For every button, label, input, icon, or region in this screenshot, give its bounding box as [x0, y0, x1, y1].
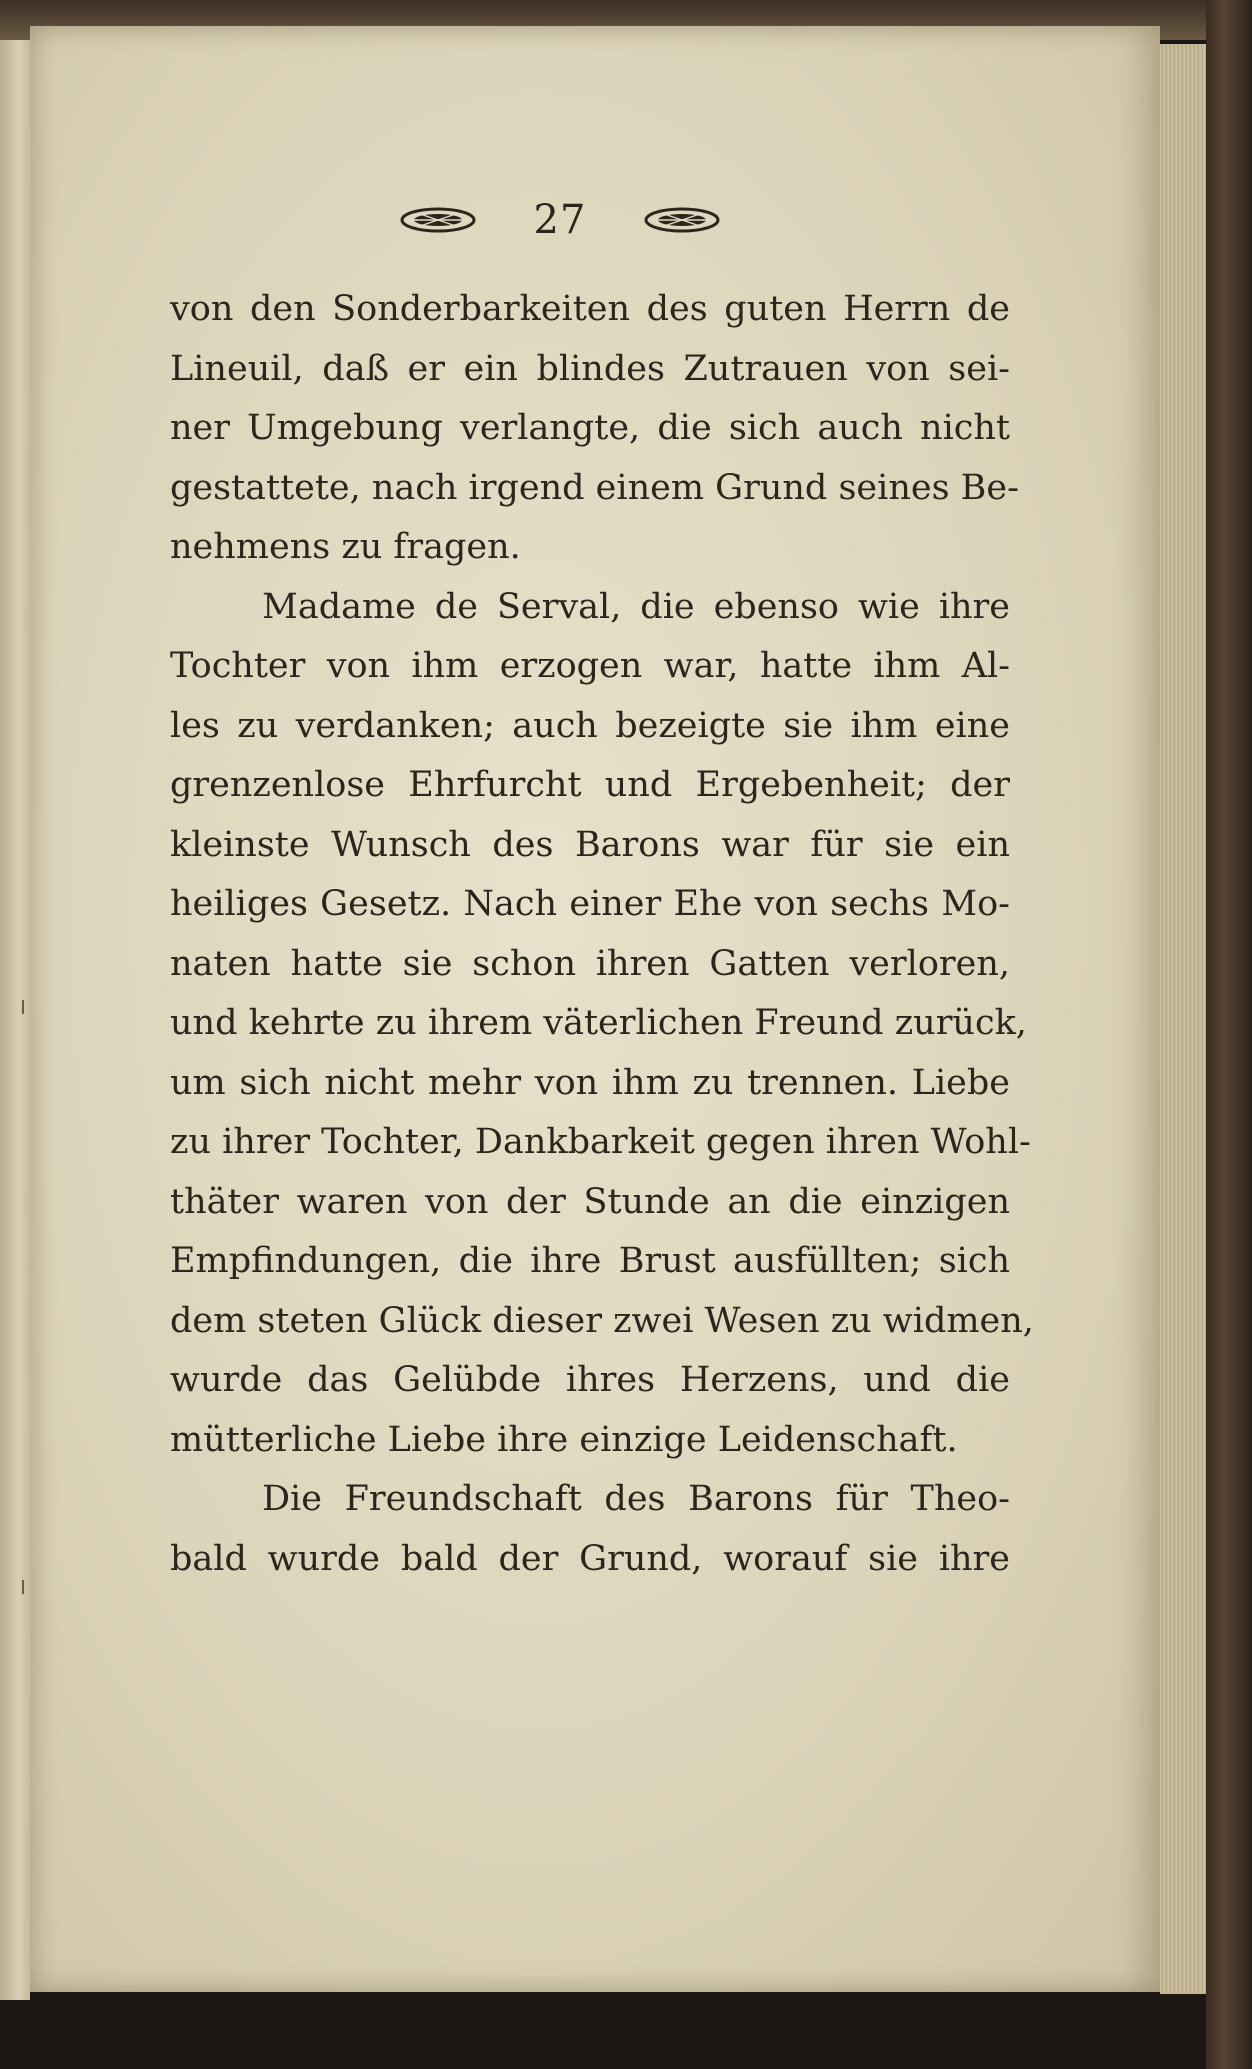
book-cover — [1206, 0, 1252, 2069]
text-line: und kehrte zu ihrem väterlichen Freund zurück, — [170, 1003, 1027, 1043]
text-line: dem steten Glück dieser zwei Wesen zu widmen, — [170, 1300, 1034, 1341]
text-line: mütterliche Liebe ihre einzige Leidenschaft. — [170, 1419, 958, 1460]
text-line: thäter waren von der Stunde an die einzigen — [170, 1181, 1010, 1222]
text-line: zu ihrer Tochter, Dankbarkeit gegen ihren Wohl- — [170, 1122, 1031, 1162]
page-stack-edge — [1160, 44, 1206, 1994]
text-line: Madame de Serval, die ebenso wie ihre — [262, 586, 1010, 627]
text-line: Tochter von ihm erzogen war, hatte ihm Al- — [170, 646, 1010, 686]
text-line: naten hatte sie schon ihren Gatten verloren, — [170, 943, 1010, 984]
text-line: um sich nicht mehr von ihm zu trennen. Liebe — [170, 1062, 1010, 1103]
text-line: Empfindungen, die ihre Brust ausfüllten; sich — [170, 1241, 1010, 1281]
text-line: heiliges Gesetz. Nach einer Ehe von sechs Mo- — [170, 884, 1010, 924]
text-line: Lineuil, daß er ein blindes Zutrauen von sei- — [170, 348, 1010, 389]
text-line: kleinste Wunsch des Barons war für sie ein — [170, 824, 1010, 865]
body-text — [170, 280, 1034, 1589]
text-line: les zu verdanken; auch bezeigte sie ihm eine — [170, 705, 1010, 746]
text-line: ner Umgebung verlangte, die sich auch nicht — [170, 408, 1010, 448]
floral-ornament-icon — [644, 205, 720, 235]
text-line: wurde das Gelübde ihres Herzens, und die — [170, 1360, 1010, 1400]
text-line: bald wurde bald der Grund, worauf sie ihre — [170, 1538, 1010, 1579]
page-number: 27 — [533, 197, 587, 243]
text-line: grenzenlose Ehrfurcht und Ergebenheit; der — [170, 765, 1010, 805]
text-line: gestattete, nach irgend einem Grund seines Be- — [170, 467, 1019, 508]
text-line: Die Freundschaft des Barons für Theo- — [262, 1479, 1010, 1519]
facing-page-edge — [0, 40, 30, 2000]
floral-ornament-icon — [400, 205, 476, 235]
text-line: von den Sonderbarkeiten des guten Herrn de — [170, 289, 1010, 329]
page-header — [400, 192, 720, 248]
text-line: nehmens zu fragen. — [170, 527, 521, 567]
